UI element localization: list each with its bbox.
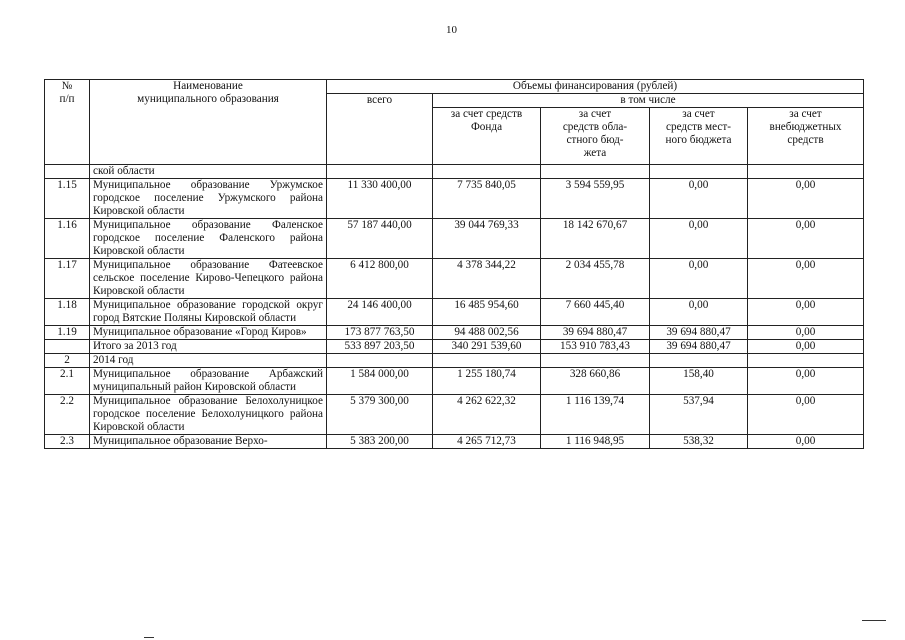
cell-regional: 1 116 139,74 xyxy=(541,395,650,435)
cell-local xyxy=(650,354,748,368)
cell-fund xyxy=(433,354,541,368)
table-row xyxy=(45,340,864,354)
header-num: № п/п xyxy=(45,80,90,165)
header-extra: за счет внебюджетных средств xyxy=(748,108,864,165)
cell-fund: 4 265 712,73 xyxy=(433,435,541,449)
cell-regional: 328 660,86 xyxy=(541,368,650,395)
table-row xyxy=(45,435,864,449)
cell-regional: 39 694 880,47 xyxy=(541,326,650,340)
table-row xyxy=(45,395,864,435)
cell-num: 1.16 xyxy=(45,219,90,259)
cell-fund xyxy=(433,165,541,179)
table-row xyxy=(45,299,864,326)
cell-num: 2.2 xyxy=(45,395,90,435)
cell-extra: 0,00 xyxy=(748,435,864,449)
header-volumes: Объемы финансирования (рублей) xyxy=(327,80,864,94)
cell-regional: 18 142 670,67 xyxy=(541,219,650,259)
header-regional: за счет средств обла- стного бюд- жета xyxy=(541,108,650,165)
cell-fund: 16 485 954,60 xyxy=(433,299,541,326)
table-row xyxy=(45,259,864,299)
cell-local xyxy=(650,165,748,179)
cell-regional xyxy=(541,354,650,368)
cell-num xyxy=(45,165,90,179)
cell-regional: 1 116 948,95 xyxy=(541,435,650,449)
cell-name: Муниципальное образование Арбажский муниципальный район Кировской области xyxy=(90,368,327,395)
cell-num: 2 xyxy=(45,354,90,368)
cell-name: Муниципальное образование Уржумское городское поселение Уржумского района Кировской области xyxy=(90,179,327,219)
cell-extra: 0,00 xyxy=(748,299,864,326)
cell-total: 533 897 203,50 xyxy=(327,340,433,354)
header-total: всего xyxy=(327,94,433,165)
cell-fund: 39 044 769,33 xyxy=(433,219,541,259)
cell-fund: 340 291 539,60 xyxy=(433,340,541,354)
cell-total: 11 330 400,00 xyxy=(327,179,433,219)
cell-fund: 1 255 180,74 xyxy=(433,368,541,395)
cell-name: Муниципальное образование Белохолуницкое городское поселение Белохолуницкого района Кировской области xyxy=(90,395,327,435)
cell-regional: 2 034 455,78 xyxy=(541,259,650,299)
table-row xyxy=(45,354,864,368)
cell-total: 5 379 300,00 xyxy=(327,395,433,435)
cell-total: 24 146 400,00 xyxy=(327,299,433,326)
cell-extra: 0,00 xyxy=(748,326,864,340)
cell-total: 5 383 200,00 xyxy=(327,435,433,449)
cell-total: 173 877 763,50 xyxy=(327,326,433,340)
cell-name: ской области xyxy=(90,165,327,179)
cell-extra: 0,00 xyxy=(748,368,864,395)
cell-regional xyxy=(541,165,650,179)
cell-name: Муниципальное образование Фатеевское сельское поселение Кирово-Чепецкого района Кировской области xyxy=(90,259,327,299)
cell-extra: 0,00 xyxy=(748,179,864,219)
cell-extra: 0,00 xyxy=(748,395,864,435)
cell-extra: 0,00 xyxy=(748,219,864,259)
cell-local: 0,00 xyxy=(650,299,748,326)
financing-table xyxy=(44,79,864,449)
cell-extra xyxy=(748,165,864,179)
cell-name: Муниципальное образование городской округ город Вятские Поляны Кировской области xyxy=(90,299,327,326)
cell-num xyxy=(45,340,90,354)
cell-fund: 7 735 840,05 xyxy=(433,179,541,219)
cell-extra: 0,00 xyxy=(748,340,864,354)
scan-mark xyxy=(144,637,154,638)
cell-num: 2.3 xyxy=(45,435,90,449)
header-fund: за счет средств Фонда xyxy=(433,108,541,165)
cell-local: 158,40 xyxy=(650,368,748,395)
cell-regional: 3 594 559,95 xyxy=(541,179,650,219)
page-number: 10 xyxy=(446,24,457,36)
header-local: за счет средств мест- ного бюджета xyxy=(650,108,748,165)
cell-fund: 94 488 002,56 xyxy=(433,326,541,340)
cell-regional: 153 910 783,43 xyxy=(541,340,650,354)
cell-extra xyxy=(748,354,864,368)
cell-regional: 7 660 445,40 xyxy=(541,299,650,326)
table-row xyxy=(45,368,864,395)
cell-total xyxy=(327,165,433,179)
cell-local: 0,00 xyxy=(650,219,748,259)
cell-total: 6 412 800,00 xyxy=(327,259,433,299)
table-row xyxy=(45,326,864,340)
cell-local: 0,00 xyxy=(650,259,748,299)
cell-local: 537,94 xyxy=(650,395,748,435)
cell-name: Муниципальное образование «Город Киров» xyxy=(90,326,327,340)
cell-total: 1 584 000,00 xyxy=(327,368,433,395)
table-row xyxy=(45,165,864,179)
cell-local: 39 694 880,47 xyxy=(650,340,748,354)
cell-num: 1.17 xyxy=(45,259,90,299)
cell-local: 0,00 xyxy=(650,179,748,219)
cell-extra: 0,00 xyxy=(748,259,864,299)
cell-local: 538,32 xyxy=(650,435,748,449)
cell-num: 1.15 xyxy=(45,179,90,219)
table-row xyxy=(45,219,864,259)
header-including: в том числе xyxy=(433,94,864,108)
cell-name: Итого за 2013 год xyxy=(90,340,327,354)
cell-fund: 4 378 344,22 xyxy=(433,259,541,299)
cell-local: 39 694 880,47 xyxy=(650,326,748,340)
cell-name: Муниципальное образование Фаленское городское поселение Фаленского района Кировской области xyxy=(90,219,327,259)
table-row xyxy=(45,179,864,219)
cell-num: 2.1 xyxy=(45,368,90,395)
cell-total: 57 187 440,00 xyxy=(327,219,433,259)
cell-name: 2014 год xyxy=(90,354,327,368)
cell-num: 1.19 xyxy=(45,326,90,340)
scan-mark xyxy=(862,620,886,621)
cell-num: 1.18 xyxy=(45,299,90,326)
cell-total xyxy=(327,354,433,368)
cell-name: Муниципальное образование Верхо- xyxy=(90,435,327,449)
header-name: Наименование муниципального образования xyxy=(90,80,327,165)
cell-fund: 4 262 622,32 xyxy=(433,395,541,435)
